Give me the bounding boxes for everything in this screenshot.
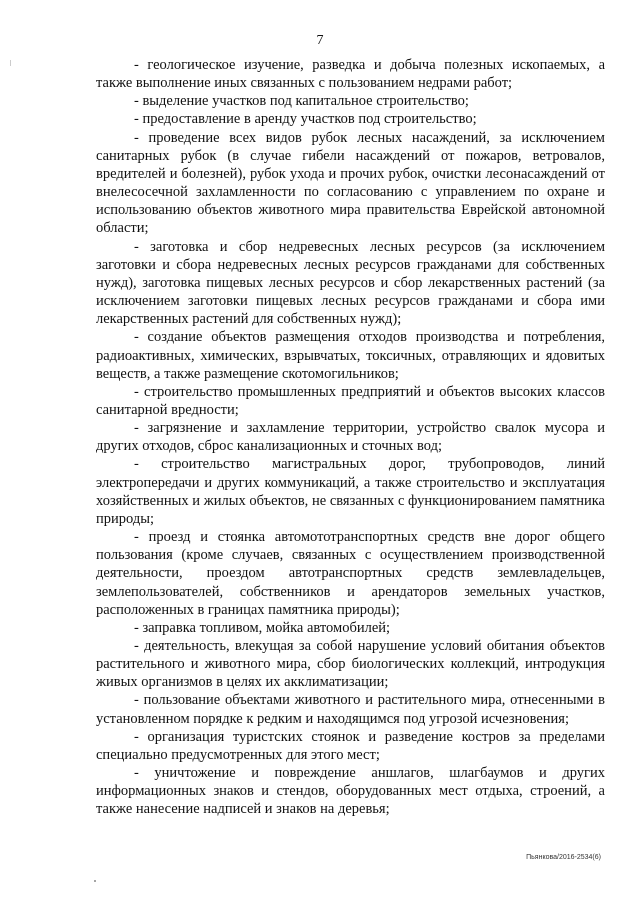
scan-artifact	[94, 880, 96, 882]
list-item: - деятельность, влекущая за собой нарушение условий обитания объектов растительного и животного мира, сбор биологических коллекций, интродукция живых организмов в целях их акклиматизации;	[96, 638, 605, 691]
list-item: - проезд и стоянка автомототранспортных средств вне дорог общего пользования (кроме случаев, связанных с осуществлением производственной деятельности, проездом автотранспортных средств землевладельцев, землепользователей, собственников и арендаторов земельных участков, расположенных в границах памятника природы);	[96, 529, 605, 618]
list-item: - уничтожение и повреждение аншлагов, шлагбаумов и других информационных знаков и стендов, оборудованных мест отдыха, строений, а также нанесение надписей и знаков на деревья;	[96, 765, 605, 818]
list-item: - организация туристских стоянок и разведение костров за пределами специально предусмотренных для этого мест;	[96, 728, 605, 763]
list-item: - выделение участков под капитальное строительство;	[134, 93, 469, 110]
list-item: - проведение всех видов рубок лесных насаждений, за исключением санитарных рубок (в случае гибели насаждений от пожаров, ветровалов, вредителей и болезней), рубок ухода и прочих рубок, очистки лесонасаждений от внелесосечной захламленности по согласованию с управлением по охране и использованию объектов животного мира правительства Еврейской автономной области;	[96, 129, 605, 237]
list-item: - строительство промышленных предприятий и объектов высоких классов санитарной вредности;	[96, 383, 605, 418]
list-item: - предоставление в аренду участков под строительство;	[134, 111, 477, 128]
list-item: - загрязнение и захламление территории, устройство свалок мусора и других отходов, сброс канализационных и сточных вод;	[96, 420, 605, 455]
document-body	[96, 56, 605, 819]
list-item: - создание объектов размещения отходов производства и потребления, радиоактивных, химических, взрывчатых, токсичных, отравляющих и ядовитых веществ, а также размещение скотомогильников;	[96, 329, 605, 382]
list-item: - пользование объектами животного и растительного мира, отнесенными в установленном порядке к редким и находящимся под угрозой исчезновения;	[96, 692, 605, 727]
scan-artifact	[10, 60, 11, 66]
list-item: - строительство магистральных дорог, трубопроводов, линий электропередачи и других коммуникаций, а также строительство и эксплуатация хозяйственных и жилых объектов, не связанных с функционированием памятника природы;	[96, 456, 605, 527]
list-item: - геологическое изучение, разведка и добыча полезных ископаемых, а также выполнение иных связанных с пользованием недрами работ;	[96, 57, 605, 92]
page-number: 7	[316, 33, 324, 48]
list-item: - заправка топливом, мойка автомобилей;	[134, 619, 391, 636]
document-footer-code: Пьянкова/2016-2534(6)	[526, 854, 601, 861]
list-item: - заготовка и сбор недревесных лесных ресурсов (за исключением заготовки и сбора недревесных лесных ресурсов гражданами для собственных нужд), заготовка пищевых лесных ресурсов и сбор лекарственных растений (за исключением заготовки пищевых лесных ресурсов гражданами и сбора ими лекарственных растений для собственных нужд);	[96, 238, 605, 328]
